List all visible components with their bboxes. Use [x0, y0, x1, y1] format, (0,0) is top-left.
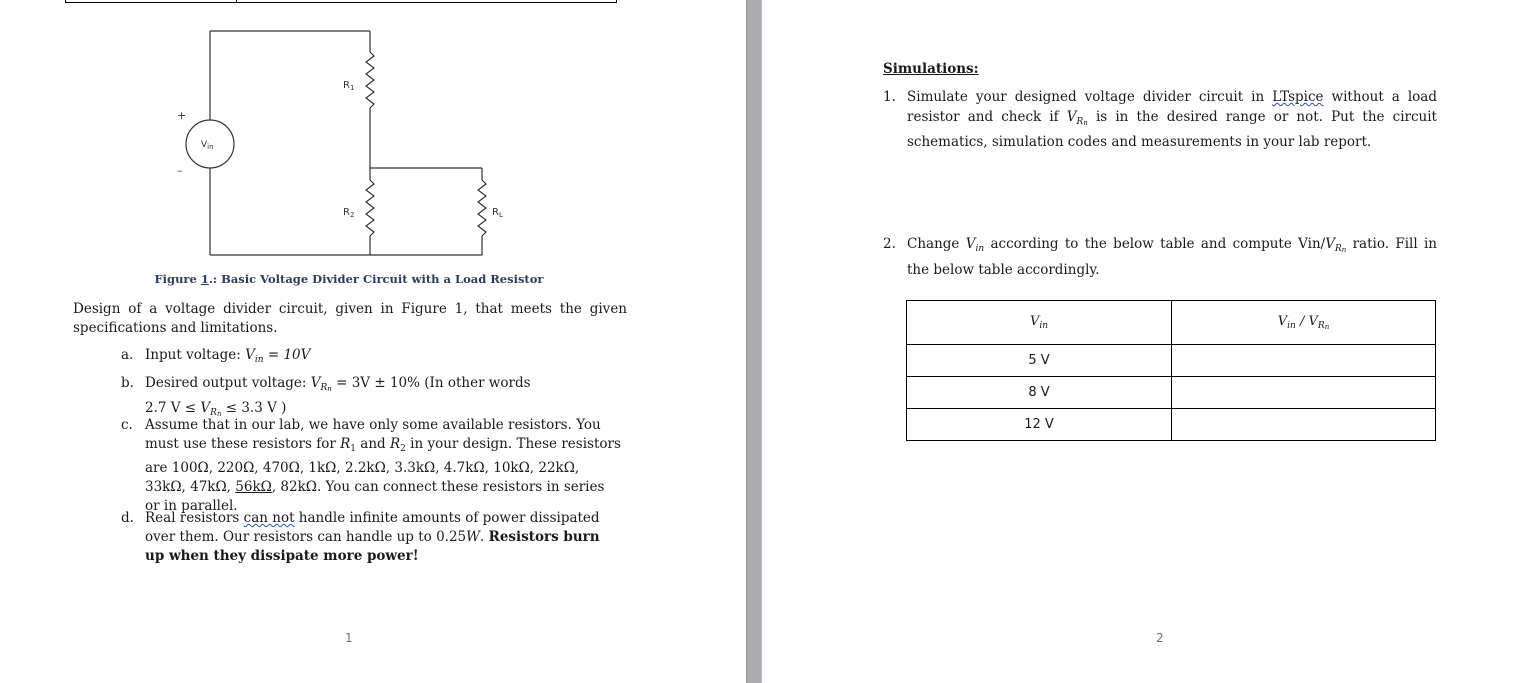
page-number: 1 — [345, 631, 353, 645]
minus-sign: – — [177, 164, 183, 177]
list-item-d: d. Real resistors can not handle infinite amounts of power dissipated over them. Our resistors can handle up to 0.25W. Resistors burn up when they dissipate more power! — [121, 510, 600, 564]
cell-ratio[interactable] — [1172, 345, 1436, 377]
cell-ratio[interactable] — [1172, 377, 1436, 409]
voltage-table — [906, 300, 1436, 441]
page-1 — [0, 0, 746, 683]
simulations-heading: Simulations: — [883, 61, 979, 77]
list-item-a: a. Input voltage: $V_{in} = 10V$ — [121, 347, 311, 365]
cell-vin: 5 V — [907, 345, 1172, 377]
table-row — [907, 377, 1436, 409]
list-item-c: c. Assume that in our lab, we have only some available resistors. You must use these resistors for $R_1$ and $R_2$ in your design. These resistors are 100Ω, 220Ω, 470Ω, 1kΩ, 2.2kΩ, 3.3kΩ, 4.7kΩ, 10kΩ, 22kΩ, 33kΩ, 47kΩ, 56kΩ, 82kΩ. You can connect these resistors in series or in parallel. — [121, 417, 621, 514]
list-item-b: b. Desired output voltage: $V_{Rn} = 3V \pm 10\%$ (In other words 2.7 $V \le V_{Rn} \le 3.3$ V ) — [121, 375, 531, 418]
figure-caption: Figure 1.: Basic Voltage Divider Circuit with a Load Resistor — [154, 272, 544, 286]
cell-ratio[interactable] — [1172, 409, 1436, 441]
intro-paragraph: Design of a voltage divider circuit, given in Figure 1, that meets the given specifications and limitations. — [73, 301, 627, 336]
page-gutter — [746, 0, 762, 683]
plus-sign: + — [177, 109, 187, 122]
rl-label-text: $R_L$ — [492, 207, 503, 219]
cell-vin: 8 V — [907, 377, 1172, 409]
header-ratio: $V_{in} / V_{Rn}$ — [1172, 301, 1436, 345]
question-1: 1. Simulate your designed voltage divider circuit in LTspice without a load resistor and check if $V_{Rn}$ is in the desired range or not. Put the circuit schematics, simulation codes and measurements in your lab report. — [883, 89, 1437, 150]
table-row — [907, 409, 1436, 441]
table-row — [907, 345, 1436, 377]
r2-label-text: $R_2$ — [343, 207, 355, 219]
page-number: 2 — [1156, 631, 1164, 645]
vin-label-text: $V_{in}$ — [201, 140, 214, 151]
cell-vin: 12 V — [907, 409, 1172, 441]
page-2 — [762, 0, 1523, 683]
header-vin: $V_{in}$ — [907, 301, 1172, 345]
table-header-row — [907, 301, 1436, 345]
question-2: 2. Change $V_{in}$ according to the below table and compute Vin/$V_{Rn}$ ratio. Fill in the below table accordingly. — [883, 236, 1437, 278]
r1-label-text: $R_1$ — [343, 80, 355, 92]
circuit-figure — [0, 0, 746, 270]
